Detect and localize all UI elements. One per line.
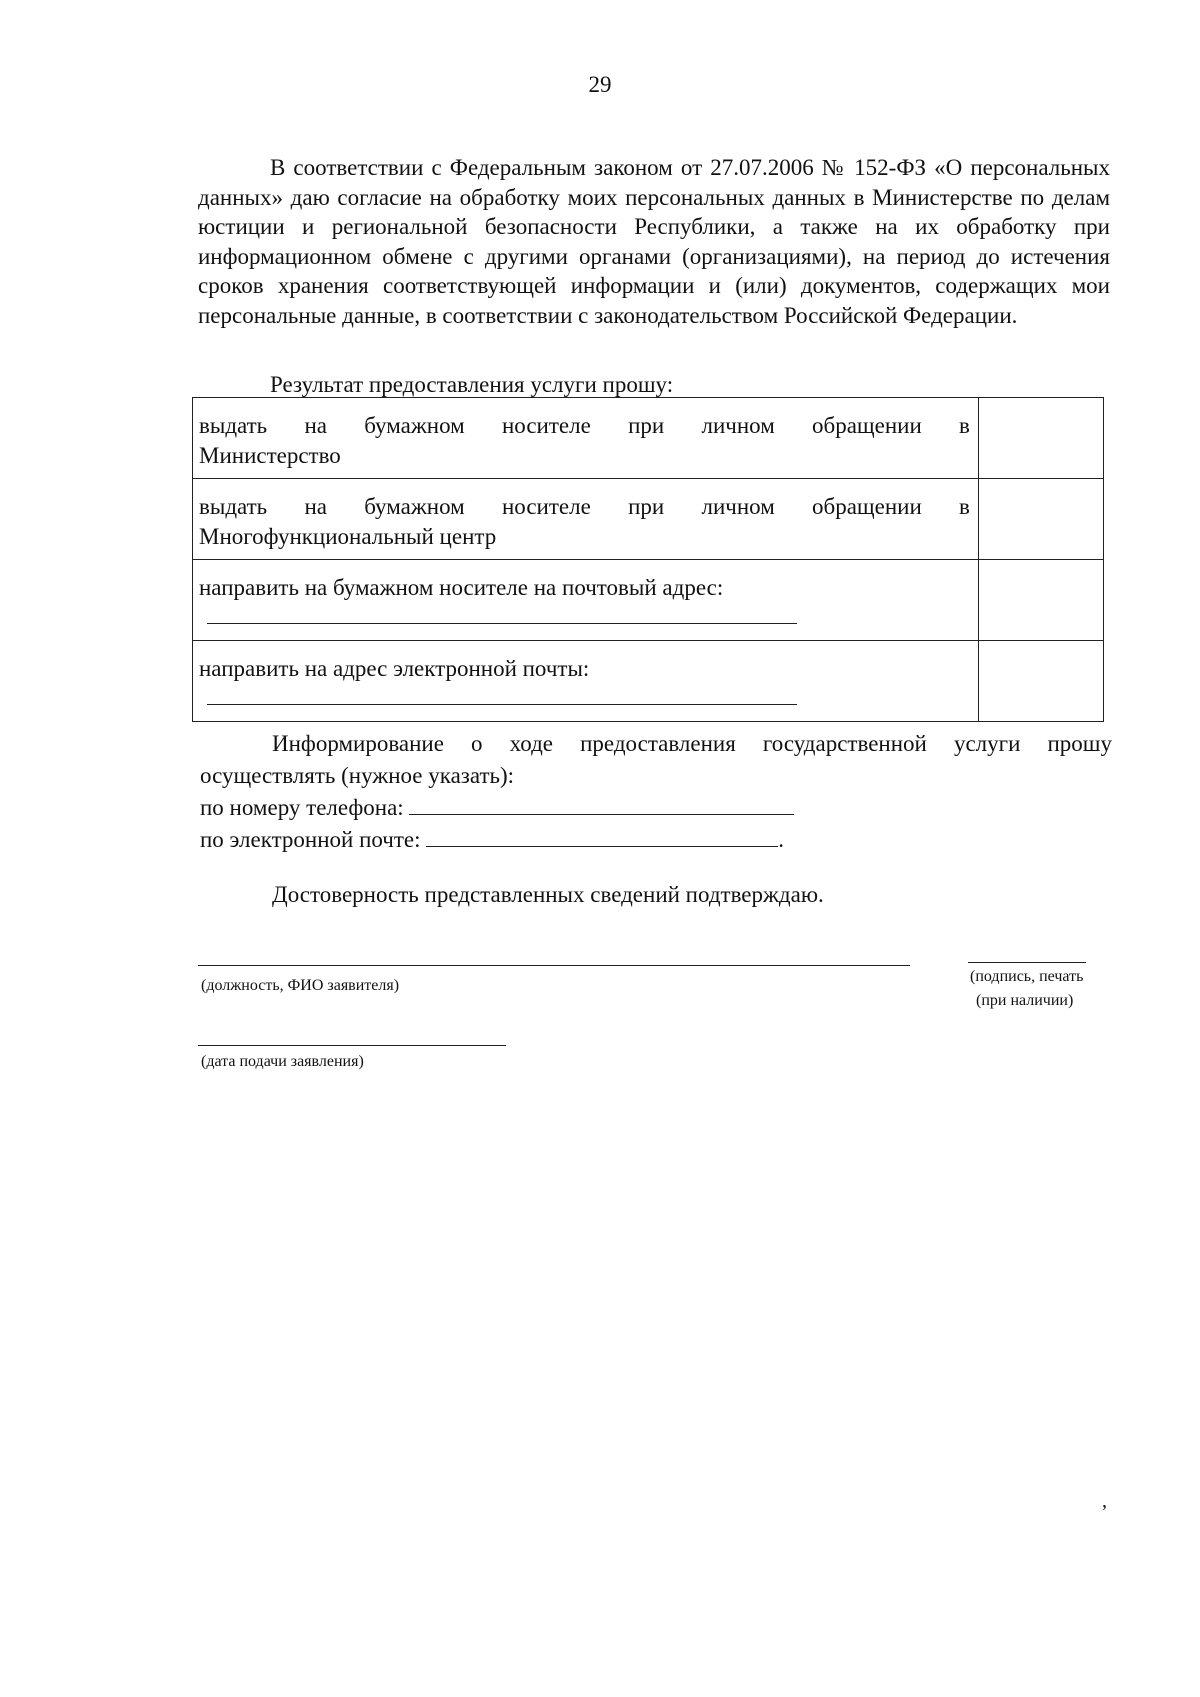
consent-paragraph: В соответствии с Федеральным законом от 27.07.2006 № 152-ФЗ «О персональных данных» даю согласие на обработку моих персональных данных в Министерстве по делам юстиции и региональной безопасности Республики, а также на их обработку при информационном обмене с другими органами (организациями), на период до истечения сроков хранения соответствующей информации и (или) документов, содержащих мои персональные данные, в соответствии с законодательством Российской Федерации. [198,155,1110,328]
option-checkbox-ministry[interactable] [979,398,1104,479]
word: носителе [501,494,591,519]
signature-caption-1: (подпись, печать [970,968,1084,985]
option-line: направить на бумажном носителе на почтовый адрес: [199,575,724,600]
option-line-2: Многофункциональный центр [199,524,497,549]
word: выдать [199,494,268,519]
option-text-postal [193,560,979,641]
email-label: по электронной почте: [200,827,421,852]
option-row-postal [193,560,1104,641]
word: обращении [812,494,922,519]
word: в [959,413,970,438]
word: в [959,494,970,519]
email-field[interactable] [426,824,778,847]
phone-row [200,792,1112,824]
option-row-mfc [193,479,1104,560]
page-number: 29 [588,72,612,97]
word: на [304,413,327,438]
word: обращении [812,413,922,438]
option-checkbox-mfc[interactable] [979,479,1104,560]
email-row [200,824,1112,856]
postal-address-field[interactable] [207,603,797,624]
option-line: направить на адрес электронной почты: [199,656,590,681]
result-label: Результат предоставления услуги прошу: [270,372,674,397]
email-end: . [778,827,785,852]
email-address-field[interactable] [207,684,797,705]
word: при [628,494,665,519]
word: личном [701,413,775,438]
confirm-text: Достоверность представленных сведений подтверждаю. [272,882,824,907]
word: выдать [199,413,268,438]
option-text-email [193,641,979,722]
inform-first-line: Информирование о ходе предоставления государственной услуги прошу [272,731,1112,756]
date-caption: (дата подачи заявления) [201,1053,364,1070]
word: личном [701,494,775,519]
option-line [199,411,970,441]
option-line [199,492,970,522]
word: при [628,413,665,438]
stray-mark: , [1102,1490,1107,1512]
word: бумажном [364,494,465,519]
date-line[interactable] [198,1045,506,1046]
inform-second-line: осуществлять (нужное указать): [200,763,515,788]
result-options-table [192,397,1104,722]
phone-field[interactable] [409,792,794,815]
signature-caption-2: (при наличии) [976,992,1074,1009]
signature-line[interactable] [968,962,1086,963]
option-checkbox-email[interactable] [979,641,1104,722]
word: носителе [501,413,591,438]
option-text-ministry [193,398,979,479]
word: на [304,494,327,519]
option-line-2: Министерство [199,443,341,468]
option-checkbox-postal[interactable] [979,560,1104,641]
applicant-caption: (должность, ФИО заявителя) [201,977,400,994]
option-text-mfc [193,479,979,560]
applicant-line[interactable] [198,965,910,966]
phone-label: по номеру телефона: [200,795,404,820]
option-row-email [193,641,1104,722]
word: бумажном [364,413,465,438]
inform-section [200,728,1112,856]
option-row-ministry [193,398,1104,479]
